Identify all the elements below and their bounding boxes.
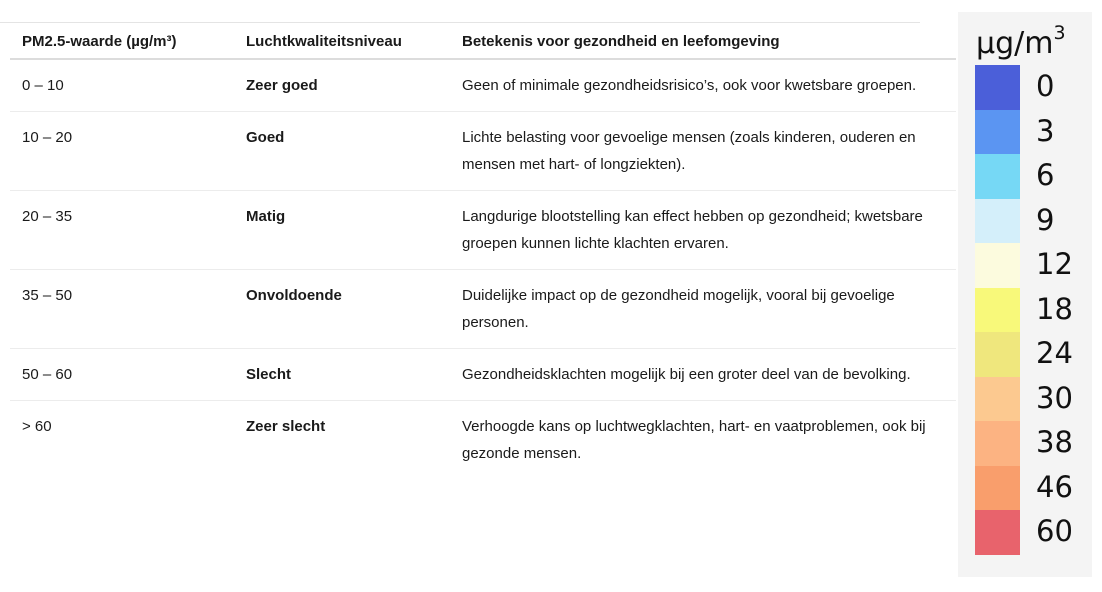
cell-pm25-value: 0 – 10 (10, 59, 234, 112)
legend-step-label: 30 (1036, 380, 1073, 415)
legend-step-label: 18 (1036, 291, 1073, 326)
legend-unit-base: µg/m (976, 26, 1054, 61)
legend-unit-title (976, 22, 1066, 61)
cell-pm25-value: 35 – 50 (10, 270, 234, 349)
legend-step-label: 60 (1036, 514, 1073, 548)
legend-step (975, 377, 1073, 422)
table-header-row (10, 23, 956, 59)
legend-step (975, 243, 1073, 288)
legend-unit-exponent: 3 (1053, 22, 1066, 44)
cell-quality-level: Goed (234, 112, 450, 191)
cell-health-meaning: Verhoogde kans op luchtwegklachten, hart- en vaatproblemen, ook bij gezonde mensen. (462, 418, 926, 462)
cell-health-meaning: Duidelijke impact op de gezondheid mogelijk, vooral bij gevoelige personen. (450, 270, 956, 349)
cell-pm25-value: 10 – 20 (10, 112, 234, 191)
table-row (10, 270, 956, 349)
legend-step (975, 466, 1073, 511)
legend-step (975, 199, 1055, 244)
table-row (10, 59, 956, 112)
table-row (10, 349, 956, 401)
legend-step-label: 3 (1036, 113, 1055, 148)
legend-step (975, 288, 1073, 333)
table-row (10, 401, 956, 480)
table-row (10, 191, 956, 270)
legend-step (975, 421, 1073, 466)
legend-step (975, 510, 1073, 555)
cell-quality-level: Slecht (234, 349, 450, 401)
cell-pm25-value: > 60 (22, 418, 52, 435)
legend-step-label: 9 (1036, 202, 1055, 237)
legend-step (975, 65, 1055, 110)
table-row (10, 112, 956, 191)
cell-pm25-value: 20 – 35 (10, 191, 234, 270)
pm25-quality-table (10, 23, 956, 479)
legend-step-label: 38 (1036, 425, 1073, 459)
cell-quality-level: Onvoldoende (234, 270, 450, 349)
legend-step (975, 154, 1055, 199)
cell-health-meaning: Gezondheidsklachten mogelijk bij een groter deel van de bevolking. (450, 349, 956, 401)
legend-step-label: 24 (1036, 336, 1073, 370)
legend-step-label: 0 (1036, 69, 1055, 103)
pm25-color-legend (958, 12, 1092, 577)
legend-step (975, 332, 1073, 377)
header-health-meaning: Betekenis voor gezondheid en leefomgeving (450, 23, 956, 59)
cell-quality-level: Zeer goed (234, 59, 450, 112)
legend-step (975, 110, 1055, 155)
legend-color-scale (975, 65, 1073, 555)
legend-step-label: 12 (1036, 247, 1073, 281)
cell-quality-level: Zeer slecht (246, 418, 326, 435)
header-air-quality-level: Luchtkwaliteitsniveau (234, 23, 450, 59)
cell-health-meaning: Geen of minimale gezondheidsrisico’s, ook voor kwetsbare groepen. (450, 59, 956, 112)
header-pm25-value: PM2.5-waarde (µg/m³) (10, 23, 234, 59)
legend-step-label: 46 (1036, 469, 1073, 504)
cell-pm25-value: 50 – 60 (10, 349, 234, 401)
cell-health-meaning: Lichte belasting voor gevoelige mensen (zoals kinderen, ouderen en mensen met hart- of longziekten). (450, 112, 956, 191)
legend-step-label: 6 (1036, 158, 1055, 192)
cell-quality-level: Matig (234, 191, 450, 270)
cell-health-meaning: Langdurige blootstelling kan effect hebben op gezondheid; kwetsbare groepen kunnen lichte klachten ervaren. (450, 191, 956, 270)
pm25-table-container (0, 22, 926, 479)
